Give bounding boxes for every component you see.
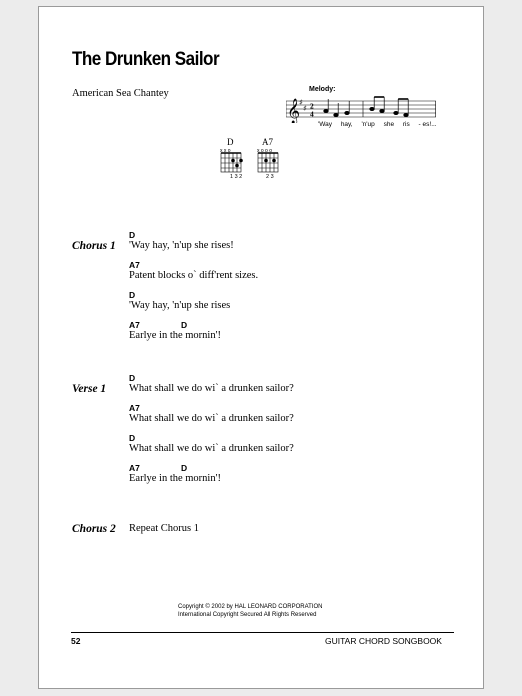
lyric-line: 'Way hay, 'n'up she rises! bbox=[129, 240, 234, 251]
chord-diagram-fingers: 2 3 bbox=[266, 174, 274, 180]
chord-symbol: A7 bbox=[129, 403, 140, 413]
page-number: 52 bbox=[71, 636, 81, 646]
copyright-line: International Copyright Secured All Rights Reserved bbox=[178, 612, 317, 618]
chord-symbol: D bbox=[181, 320, 188, 330]
melody-lyric: hay, bbox=[340, 121, 353, 128]
svg-text:♯: ♯ bbox=[303, 104, 307, 113]
melody-label: Melody: bbox=[309, 86, 336, 93]
chord-symbol: D bbox=[181, 463, 188, 473]
copyright-line: Copyright © 2002 by HAL LEONARD CORPORATION bbox=[178, 604, 323, 610]
lyric-line: Repeat Chorus 1 bbox=[129, 523, 199, 534]
chord-symbol: D bbox=[129, 373, 136, 383]
section-label: Chorus 1 bbox=[72, 240, 116, 252]
lyric-line: What shall we do wi` a drunken sailor? bbox=[129, 443, 294, 454]
melody-lyric: she bbox=[383, 121, 395, 128]
lyric-line: 'Way hay, 'n'up she rises bbox=[129, 300, 231, 311]
melody-lyrics bbox=[318, 121, 444, 128]
chord-symbol: A7 bbox=[129, 320, 140, 330]
melody-staff bbox=[286, 93, 436, 123]
melody-lyric: - es!... bbox=[418, 121, 437, 128]
chord-symbol: D bbox=[129, 290, 136, 300]
svg-text:𝄞: 𝄞 bbox=[287, 99, 301, 123]
svg-text:x x o: x x o bbox=[220, 148, 231, 154]
copyright-notice bbox=[178, 603, 322, 619]
chord-diagram-d bbox=[220, 148, 244, 173]
svg-text:x o o o: x o o o bbox=[257, 148, 273, 154]
chord-diagram-fingers: 1 3 2 bbox=[230, 174, 243, 180]
section-label: Chorus 2 bbox=[72, 523, 116, 535]
book-title: GUITAR CHORD SONGBOOK bbox=[325, 636, 442, 646]
lyric-line: What shall we do wi` a drunken sailor? bbox=[129, 383, 294, 394]
chord-symbol: D bbox=[129, 433, 136, 443]
melody-lyric: ris bbox=[402, 121, 410, 128]
melody-lyric: 'Way bbox=[318, 121, 332, 128]
sheet-page bbox=[38, 6, 484, 689]
chord-symbol: D bbox=[129, 230, 136, 240]
chord-diagram-name: A7 bbox=[262, 137, 273, 147]
lyric-line: Earlye in the mornin'! bbox=[129, 473, 221, 484]
svg-text:2: 2 bbox=[310, 101, 314, 111]
chord-symbol: A7 bbox=[129, 463, 140, 473]
svg-text:4: 4 bbox=[310, 109, 314, 119]
chord-diagram-name: D bbox=[227, 137, 234, 147]
song-title: The Drunken Sailor bbox=[72, 49, 220, 70]
song-origin: American Sea Chantey bbox=[72, 88, 169, 99]
chord-diagram-a7 bbox=[257, 148, 281, 173]
lyric-line: Earlye in the mornin'! bbox=[129, 330, 221, 341]
lyric-line: What shall we do wi` a drunken sailor? bbox=[129, 413, 294, 424]
lyric-line: Patent blocks o` diff'rent sizes. bbox=[129, 270, 259, 281]
melody-lyric: 'n'up bbox=[361, 121, 375, 128]
svg-text:♯: ♯ bbox=[299, 98, 303, 107]
chord-symbol: A7 bbox=[129, 260, 140, 270]
section-label: Verse 1 bbox=[72, 383, 107, 395]
footer-rule bbox=[71, 632, 454, 633]
